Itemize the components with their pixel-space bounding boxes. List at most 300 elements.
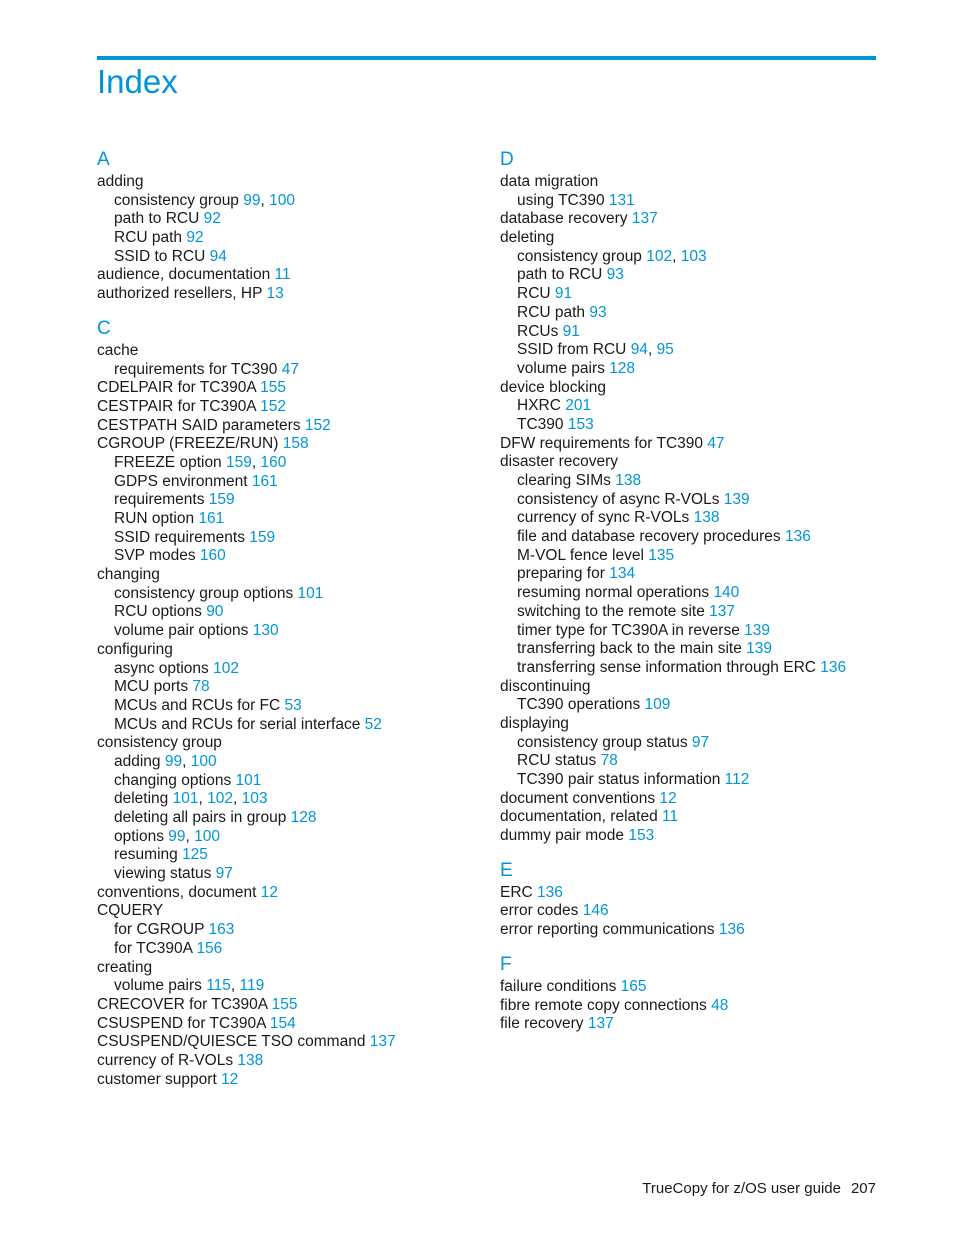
page-link[interactable]: 92 (203, 210, 221, 228)
index-subentry (97, 210, 497, 229)
entry-term: switching to the remote site (517, 602, 705, 620)
index-entry (500, 978, 900, 997)
page-link[interactable]: 100 (190, 752, 217, 770)
page-link[interactable]: 102 (646, 247, 673, 265)
entry-term: SSID to RCU (114, 247, 206, 265)
index-subentry (97, 921, 497, 940)
index-subentry (500, 696, 900, 715)
entry-term: changing options (114, 771, 232, 789)
index-entry (500, 884, 900, 903)
entry-term: DFW requirements for TC390 (500, 434, 703, 452)
entry-term: CQUERY (97, 902, 164, 920)
page-refs (602, 266, 624, 283)
page-refs (233, 1052, 263, 1069)
page-refs (192, 940, 222, 957)
entry-term: documentation, related (500, 808, 658, 826)
page-refs (533, 884, 563, 901)
entry-term: transferring back to the main site (517, 640, 742, 658)
page-refs (278, 435, 308, 452)
index-subentry (500, 640, 900, 659)
page-refs (286, 809, 316, 826)
page-link[interactable]: 12 (221, 1070, 239, 1088)
entry-term: resuming normal operations (517, 584, 710, 602)
page-link[interactable]: 146 (582, 902, 609, 920)
index-subentry (500, 491, 900, 510)
index-subentry (500, 472, 900, 491)
index-entry (97, 266, 497, 285)
index-entry (97, 1071, 497, 1090)
index-subentry (500, 603, 900, 622)
page-link[interactable]: 103 (680, 247, 707, 265)
index-entry (500, 827, 900, 846)
page-refs: 99, 100 (168, 827, 221, 845)
page-refs: 115, 119 (206, 977, 265, 995)
entry-term: adding (114, 752, 161, 770)
index-entry (97, 342, 497, 361)
page-refs (204, 921, 234, 938)
page-refs (605, 192, 635, 209)
entry-term: FREEZE option (114, 453, 222, 471)
page-refs (584, 1015, 614, 1032)
page-link[interactable]: 101 (297, 584, 324, 602)
page-refs: 99, 100 (164, 752, 217, 770)
entry-term: requirements for TC390 (114, 360, 278, 378)
page-refs (188, 678, 210, 695)
page-link[interactable]: 138 (237, 1051, 264, 1069)
page-link[interactable]: 92 (186, 229, 204, 247)
page-refs (709, 584, 739, 601)
entry-term: database recovery (500, 210, 628, 228)
page-link[interactable]: 78 (600, 752, 618, 770)
index-group-e (500, 861, 900, 940)
page-footer (642, 1180, 876, 1197)
page-link[interactable]: 159 (249, 528, 276, 546)
page-refs (707, 997, 729, 1014)
index-letter-heading: E (500, 859, 513, 881)
index-subentry (97, 547, 497, 566)
entry-term: TC390 pair status information (517, 771, 721, 788)
entry-term: MCU ports (114, 678, 189, 696)
index-subentry (500, 752, 900, 771)
page-link[interactable]: 155 (271, 995, 298, 1013)
index-entry (500, 808, 900, 827)
entry-term: RUN option (114, 510, 195, 527)
index-subentry (97, 229, 497, 248)
index-subentry (97, 753, 497, 772)
index-subentry (97, 491, 497, 510)
entry-term: for TC390A (114, 939, 193, 957)
index-entry (500, 715, 900, 734)
entry-term: customer support (97, 1070, 217, 1088)
entry-term: resuming (114, 846, 178, 864)
page-link[interactable]: 163 (208, 921, 235, 939)
entry-term: deleting all pairs in group (114, 809, 287, 826)
entry-term: currency of R-VOLs (97, 1051, 234, 1069)
page-refs (558, 323, 580, 340)
page-link[interactable]: 97 (215, 865, 233, 883)
entry-term: deleting (114, 790, 169, 808)
page-link[interactable]: 152 (304, 416, 331, 434)
page-link[interactable]: 12 (659, 789, 677, 807)
page-refs (605, 360, 635, 377)
page-link[interactable]: 131 (608, 191, 635, 209)
page-link[interactable]: 139 (746, 640, 773, 658)
index-entry (97, 1033, 497, 1052)
entry-term: path to RCU (114, 210, 200, 228)
page-link[interactable]: 95 (656, 341, 674, 359)
entry-term: clearing SIMs (517, 472, 611, 489)
page-link[interactable]: 136 (820, 658, 847, 676)
page-link[interactable]: 12 (260, 883, 278, 901)
entry-term: consistency group (97, 734, 222, 752)
page-link[interactable]: 115 (206, 977, 231, 995)
index-subentry (500, 248, 900, 267)
page-link[interactable]: 13 (266, 285, 284, 303)
entry-term: creating (97, 958, 153, 976)
entry-term: adding (97, 173, 144, 190)
index-entry (500, 997, 900, 1016)
page-link[interactable]: 136 (784, 528, 811, 546)
page-refs (624, 827, 654, 844)
page-refs (301, 417, 331, 434)
index-subentry (97, 248, 497, 267)
index-entry (97, 734, 497, 753)
index-entry (97, 285, 497, 304)
index-entry (500, 1015, 900, 1034)
page-refs (611, 472, 641, 489)
page-refs (196, 547, 226, 564)
entry-term: GDPS environment (114, 472, 248, 490)
entry-term: currency of sync R-VOLs (517, 509, 690, 527)
entry-term: SSID from RCU (517, 341, 627, 359)
page-refs: 101, 102, 103 (172, 790, 268, 808)
footer-doc-title: TrueCopy for z/OS user guide (642, 1180, 841, 1197)
page-refs (270, 266, 290, 283)
page-link[interactable]: 153 (567, 415, 594, 433)
entry-term: fibre remote copy connections (500, 996, 707, 1014)
index-group-a (97, 150, 497, 304)
entry-term: preparing for (517, 565, 605, 583)
page-link[interactable]: 93 (606, 266, 624, 284)
page-link[interactable]: 103 (241, 790, 268, 808)
entry-term: HXRC (517, 397, 561, 415)
index-subentry (97, 977, 497, 996)
page-link[interactable]: 101 (172, 790, 199, 808)
index-entry (500, 902, 900, 921)
page-link[interactable]: 99 (164, 752, 183, 770)
page-link[interactable]: 94 (209, 247, 227, 265)
title-rule (97, 56, 876, 60)
index-subentry (97, 361, 497, 380)
page-refs (205, 248, 227, 265)
page-link[interactable]: 137 (587, 1015, 614, 1033)
page-link[interactable]: 134 (609, 565, 636, 583)
page-link[interactable]: 135 (648, 546, 675, 564)
page-refs (628, 210, 658, 227)
index-subentry (97, 865, 497, 884)
entry-term: file recovery (500, 1015, 584, 1033)
entry-term: path to RCU (517, 266, 603, 284)
index-subentry (500, 659, 900, 678)
page-link[interactable]: 53 (284, 696, 302, 714)
page-refs (715, 921, 745, 938)
index-subentry (97, 529, 497, 548)
entry-term: disaster recovery (500, 453, 619, 471)
entry-term: SSID requirements (114, 528, 245, 546)
page-refs (655, 790, 677, 807)
page-link[interactable]: 161 (198, 510, 225, 527)
entry-term: consistency group status (517, 733, 688, 751)
page-refs (689, 509, 719, 526)
page-link[interactable]: 138 (693, 509, 720, 527)
page-refs (182, 229, 204, 246)
page-refs (209, 660, 239, 677)
page-link[interactable]: 11 (662, 808, 679, 826)
entry-term: CRECOVER for TC390A (97, 995, 268, 1013)
index-letter-heading: F (500, 953, 512, 975)
page-refs (267, 996, 297, 1013)
page-link[interactable]: 201 (565, 397, 592, 415)
page-refs (719, 491, 749, 508)
page-link[interactable]: 112 (724, 771, 750, 788)
entry-term: using TC390 (517, 191, 605, 209)
page-link[interactable]: 165 (620, 977, 647, 995)
index-entry (500, 790, 900, 809)
page-link[interactable]: 101 (235, 771, 262, 789)
entry-term: volume pair options (114, 622, 249, 640)
entry-term: TC390 operations (517, 696, 641, 714)
index-column-left (97, 150, 497, 1104)
index-subentry (97, 772, 497, 791)
page-link[interactable]: 136 (718, 921, 745, 939)
index-entry (97, 641, 497, 660)
page-link[interactable]: 100 (269, 191, 295, 209)
index-subentry (500, 285, 900, 304)
page-refs (640, 696, 670, 713)
entry-term: CGROUP (FREEZE/RUN) (97, 435, 279, 453)
page-link[interactable]: 158 (282, 435, 309, 453)
page-refs (561, 397, 591, 414)
page-link[interactable]: 119 (239, 977, 265, 995)
index-group-f (500, 955, 900, 1034)
entry-term: CESTPAIR for TC390A (97, 397, 256, 415)
page-refs (551, 285, 573, 302)
index-entry (500, 453, 900, 472)
index-subentry (500, 734, 900, 753)
entry-term: deleting (500, 229, 555, 247)
entry-term: CSUSPEND for TC390A (97, 1014, 266, 1032)
page-link[interactable]: 152 (260, 397, 286, 415)
entry-term: RCUs (517, 322, 559, 340)
entry-term: options (114, 827, 164, 845)
page-link[interactable]: 156 (196, 939, 223, 957)
page-link[interactable]: 160 (260, 453, 287, 471)
page-link[interactable]: 78 (192, 678, 210, 696)
page-link[interactable]: 159 (226, 453, 252, 471)
index-subentry (97, 716, 497, 735)
page-refs (194, 510, 224, 527)
page-link[interactable]: 99 (168, 827, 186, 845)
page-link[interactable]: 140 (713, 584, 740, 602)
page-link[interactable]: 90 (206, 603, 224, 621)
index-entry (97, 1052, 497, 1071)
entry-term: error codes (500, 902, 579, 920)
index-subentry (97, 585, 497, 604)
entry-term: MCUs and RCUs for serial interface (114, 715, 361, 733)
entry-term: device blocking (500, 378, 606, 396)
page-link[interactable]: 11 (274, 266, 291, 284)
index-subentry (500, 565, 900, 584)
page-link[interactable]: 94 (630, 341, 648, 359)
page-link[interactable]: 93 (589, 303, 607, 321)
entry-term: ERC (500, 883, 533, 901)
page-link[interactable]: 91 (562, 322, 580, 340)
page-refs (720, 771, 749, 788)
page-refs (204, 491, 234, 508)
entry-term: async options (114, 659, 209, 677)
index-subentry (97, 846, 497, 865)
page-link[interactable]: 155 (260, 379, 286, 397)
page-refs (616, 978, 646, 995)
entry-term: configuring (97, 640, 173, 658)
page-link[interactable]: 137 (631, 210, 658, 228)
page-link[interactable]: 154 (269, 1014, 296, 1032)
page-link[interactable]: 159 (208, 491, 235, 509)
page-refs (199, 210, 221, 227)
page-refs (644, 547, 674, 564)
page-link[interactable]: 125 (182, 846, 208, 864)
page-link[interactable]: 100 (194, 827, 221, 845)
page-refs (256, 884, 278, 901)
page-link[interactable]: 128 (609, 359, 636, 377)
index-subentry (500, 416, 900, 435)
page-link[interactable]: 102 (213, 659, 239, 677)
page-refs (248, 473, 278, 490)
page-refs: 99, 100 (243, 191, 295, 209)
page-link[interactable]: 48 (711, 996, 729, 1014)
page-link[interactable]: 91 (554, 285, 573, 303)
index-entry (500, 678, 900, 697)
index-subentry (97, 828, 497, 847)
page-link[interactable]: 153 (628, 827, 655, 845)
page-link[interactable]: 97 (691, 733, 710, 751)
index-subentry (500, 266, 900, 285)
page-refs (280, 697, 302, 714)
index-subentry (97, 192, 497, 211)
page-refs (231, 772, 261, 789)
index-entry (97, 417, 497, 436)
index-entry (97, 902, 497, 921)
page-link[interactable]: 139 (723, 490, 750, 508)
page-link[interactable]: 137 (709, 602, 735, 620)
page-link[interactable]: 99 (243, 191, 261, 209)
page-refs (360, 716, 382, 733)
index-entry (97, 379, 497, 398)
entry-term: failure conditions (500, 977, 617, 995)
entry-term: CSUSPEND/QUIESCE TSO command (97, 1033, 366, 1051)
index-entry (97, 173, 497, 192)
index-entry (500, 921, 900, 940)
entry-term: RCU (517, 285, 551, 303)
index-subentry (500, 771, 900, 790)
page-refs (688, 734, 710, 751)
entry-term: dummy pair mode (500, 827, 625, 845)
entry-term: error reporting communications (500, 921, 715, 939)
page-refs (578, 902, 608, 919)
index-entry (97, 566, 497, 585)
entry-term: MCUs and RCUs for FC (114, 696, 281, 714)
index-entry (97, 435, 497, 454)
footer-page-number: 207 (850, 1180, 876, 1197)
index-subentry (500, 584, 900, 603)
index-subentry (500, 397, 900, 416)
entry-term: for CGROUP (114, 921, 205, 939)
index-subentry (97, 940, 497, 959)
page-refs (816, 659, 846, 676)
page-link[interactable]: 139 (744, 621, 771, 639)
page-refs (178, 846, 208, 863)
page-link[interactable]: 136 (537, 883, 563, 901)
entry-term: consistency group (517, 247, 642, 265)
page-link[interactable]: 47 (281, 360, 299, 378)
entry-term: document conventions (500, 789, 656, 807)
entry-term: RCU path (517, 303, 586, 321)
entry-term: consistency group (114, 191, 239, 209)
index-subentry (97, 473, 497, 492)
page-link[interactable]: 47 (707, 434, 725, 452)
index-subentry (500, 528, 900, 547)
entry-term: RCU path (114, 229, 183, 247)
page-refs (742, 640, 772, 657)
page-refs (202, 603, 224, 620)
page-link[interactable]: 130 (252, 622, 279, 640)
entry-term: RCU options (114, 603, 202, 621)
page-link[interactable]: 102 (207, 790, 233, 808)
page-refs (740, 622, 770, 639)
entry-term: file and database recovery procedures (517, 528, 781, 546)
page-link[interactable]: 137 (369, 1033, 396, 1051)
page-refs (365, 1033, 395, 1050)
index-subentry (97, 660, 497, 679)
index-entry (97, 398, 497, 417)
entry-term: consistency group options (114, 584, 294, 602)
page-link[interactable]: 160 (199, 547, 226, 565)
page-refs (585, 304, 607, 321)
page-link[interactable]: 128 (290, 809, 317, 826)
index-entry (500, 435, 900, 454)
index-letter-heading: A (97, 149, 110, 170)
page-refs (703, 435, 725, 452)
page-link[interactable]: 138 (615, 472, 642, 489)
page-refs (256, 398, 286, 415)
entry-term: changing (97, 566, 160, 584)
entry-term: viewing status (114, 865, 212, 883)
entry-term: consistency of async R-VOLs (517, 490, 720, 508)
entry-term: M-VOL fence level (517, 546, 644, 564)
entry-term: displaying (500, 714, 569, 732)
entry-term: timer type for TC390A in reverse (517, 621, 740, 639)
page-link[interactable]: 52 (364, 715, 382, 733)
index-subentry (97, 603, 497, 622)
entry-term: volume pairs (114, 977, 202, 995)
index-subentry (97, 790, 497, 809)
page-link[interactable]: 161 (251, 472, 278, 490)
index-subentry (97, 678, 497, 697)
page-refs (658, 808, 678, 825)
page-refs: 94, 95 (630, 341, 674, 359)
page-link[interactable]: 109 (644, 696, 671, 714)
index-column-right (500, 150, 900, 1049)
